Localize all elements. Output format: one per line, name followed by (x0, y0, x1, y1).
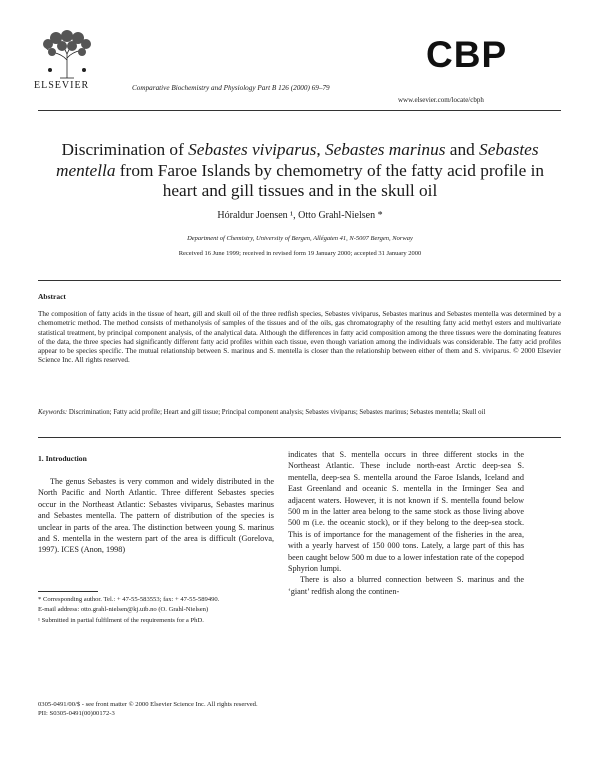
intro-paragraph: The genus Sebastes is very common and widely distributed in the North Pacific and North Atlantic. Three different Sebastes species occur in the Northeast Atlantic: Sebastes viviparus, Sebastes marinus and Sebastes mentella. The pattern of distribution of the species is unclear in parts of the area. The distinction between young S. marinus and S. mentella in the western part of the area is difficult (Gorelova, 1997). ICES (Anon, 1998) (38, 477, 274, 555)
intro-right-column (288, 449, 524, 597)
keywords-label: Keywords: (38, 409, 68, 416)
journal-logo: CBP (426, 34, 508, 75)
abstract-text: The composition of fatty acids in the tissue of heart, gill and skull oil of the three redfish species, Sebastes viviparus, Sebastes marinus and Sebastes mentella was determined by a chemometric method. The method consists of methanolysis of samples of the tissues and of the oils, gas chromatography of the resulting fatty acid methyl esters and multivariate statistical treatment, by principal component analysis, of the analytical data. Although the differences in fatty acid composition among the three tissues were the dominating features of the data, the three species had significantly different fatty acid profiles within each tissue, even though variation among the individuals was considerable. The fatty acid profiles appear to be species specific. The mutual relationship between S. marinus and S. mentella is closer than the relationship between either of them and S. viviparus. © 2000 Elsevier Science Inc. All rights reserved. (38, 310, 561, 365)
intro-paragraph: indicates that S. mentella occurs in three different stocks in the Northeast Atlantic. These include north-east Arctic deep-sea S. mentella, deep-sea S. mentella around the Faroe Islands, Iceland and East Greenland and oceanic S. mentella in the Irminger Sea and adjacent waters. However, it is not known if S. mentella found below 500 m in the latter area belong to the same stock as those living above 500 m (i.e. the oceanic stock), or if they belong to the deep-sea stock. This is of importance for the management of the fisheries in the area, with a yearly harvest of 150 000 tons. Lately, a large part of this has been caught below 500 m due to a lower infestation rate of the copepod Sphyrion lumpi. (288, 450, 524, 574)
received-dates: Received 16 June 1999; received in revised form 19 January 2000; accepted 31 January 2000 (178, 250, 422, 257)
keywords-list: Discrimination; Fatty acid profile; Heart and gill tissue; Principal component analysis; Sebastes viviparus; Sebastes marinus; Sebastes mentella; Skull oil (67, 409, 486, 416)
abstract-heading: Abstract (38, 292, 66, 301)
pii-line: PII: S0305-0491(00)00172-3 (38, 710, 115, 717)
footnotes (38, 596, 278, 627)
abstract-bottom-rule (38, 437, 561, 438)
journal-url[interactable]: www.elsevier.com/locate/cbph (398, 96, 484, 104)
affiliation: Department of Chemistry, University of Bergen, Allégaten 41, N-5007 Bergen, Norway (187, 235, 413, 242)
copyright-block (38, 700, 258, 718)
footnote-corresponding: * Corresponding author. Tel.: + 47-55-583553; fax: + 47-55-589490. (38, 596, 220, 603)
footnote-email[interactable]: E-mail address: otto.grahl-nielsen@kj.uib.no (O. Grahl-Nielsen) (38, 606, 209, 614)
keywords (38, 408, 561, 417)
publisher-name: ELSEVIER (34, 80, 90, 91)
section-heading-introduction: 1. Introduction (38, 454, 87, 463)
article-title: Discrimination of Sebastes viviparus, Sebastes marinus and Sebastes mentella from Faroe Islands by chemometry of the fatty acid profile in heart and gill tissues and in the skull oil (55, 140, 545, 200)
journal-citation: Comparative Biochemistry and Physiology Part B 126 (2000) 69–79 (132, 84, 330, 92)
intro-left-column (38, 476, 274, 556)
header-divider (38, 110, 561, 111)
authors: Hóraldur Joensen ¹, Otto Grahl-Nielsen * (217, 210, 383, 221)
abstract-top-rule (38, 280, 561, 281)
issn-line: 0305-0491/00/$ - see front matter © 2000 Elsevier Science Inc. All rights reserved. (38, 701, 258, 708)
intro-paragraph: There is also a blurred connection between S. marinus and the ‘giant’ redfish along the continen- (288, 575, 524, 596)
footnote-1: ¹ Submitted in partial fulfilment of the requirements for a PhD. (38, 616, 204, 624)
footnote-rule (38, 591, 98, 592)
